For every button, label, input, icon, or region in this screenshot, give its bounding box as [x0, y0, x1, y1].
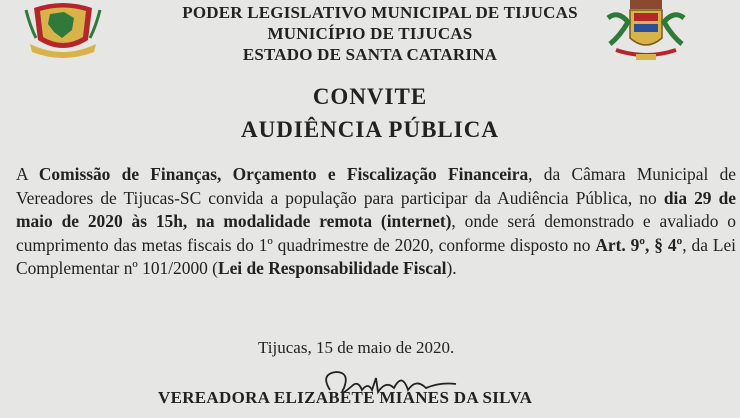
body-text-3: , onde será demonstrado e avaliado o cumprimento das metas fiscais do 1º quadrimestre de 2020, conforme disposto no: [16, 211, 736, 255]
signer-name: VEREADORA ELIZABETE MIANES DA SILVA: [158, 388, 533, 407]
law-name: Lei de Responsabilidade Fiscal: [217, 258, 447, 279]
body-text-2: , da Câmara Municipal de Vereadores de Tijucas-SC convida a população para participar da Audiência Pública, no: [16, 164, 736, 208]
institution-name: PODER LEGISLATIVO MUNICIPAL DE TIJUCAS: [182, 3, 578, 22]
body-text-1: A: [16, 164, 39, 184]
state-name: ESTADO DE SANTA CATARINA: [242, 45, 498, 64]
committee-name: Comissão de Finanças, Orçamento e Fiscalização Financeira: [38, 164, 529, 184]
document-title: CONVITE: [312, 84, 428, 109]
cut-off-line: [322, 409, 622, 418]
city-coat-of-arms-icon: [604, 0, 688, 62]
body-text-5: ).: [446, 258, 457, 279]
city-date: Tijucas, 15 de maio de 2020.: [258, 338, 455, 357]
body-text-4: , da Lei Complementar nº 101/2000 (: [16, 234, 736, 279]
document-subtitle: AUDIÊNCIA PÚBLICA: [241, 117, 499, 142]
hearing-date-mode: dia 29 de maio de 2020 às 15h, na modalidade remota (internet): [16, 187, 736, 232]
invitation-body: [16, 163, 736, 281]
municipality-name: MUNICÍPIO DE TIJUCAS: [267, 24, 473, 43]
article-reference: Art. 9º, § 4º: [595, 234, 683, 255]
